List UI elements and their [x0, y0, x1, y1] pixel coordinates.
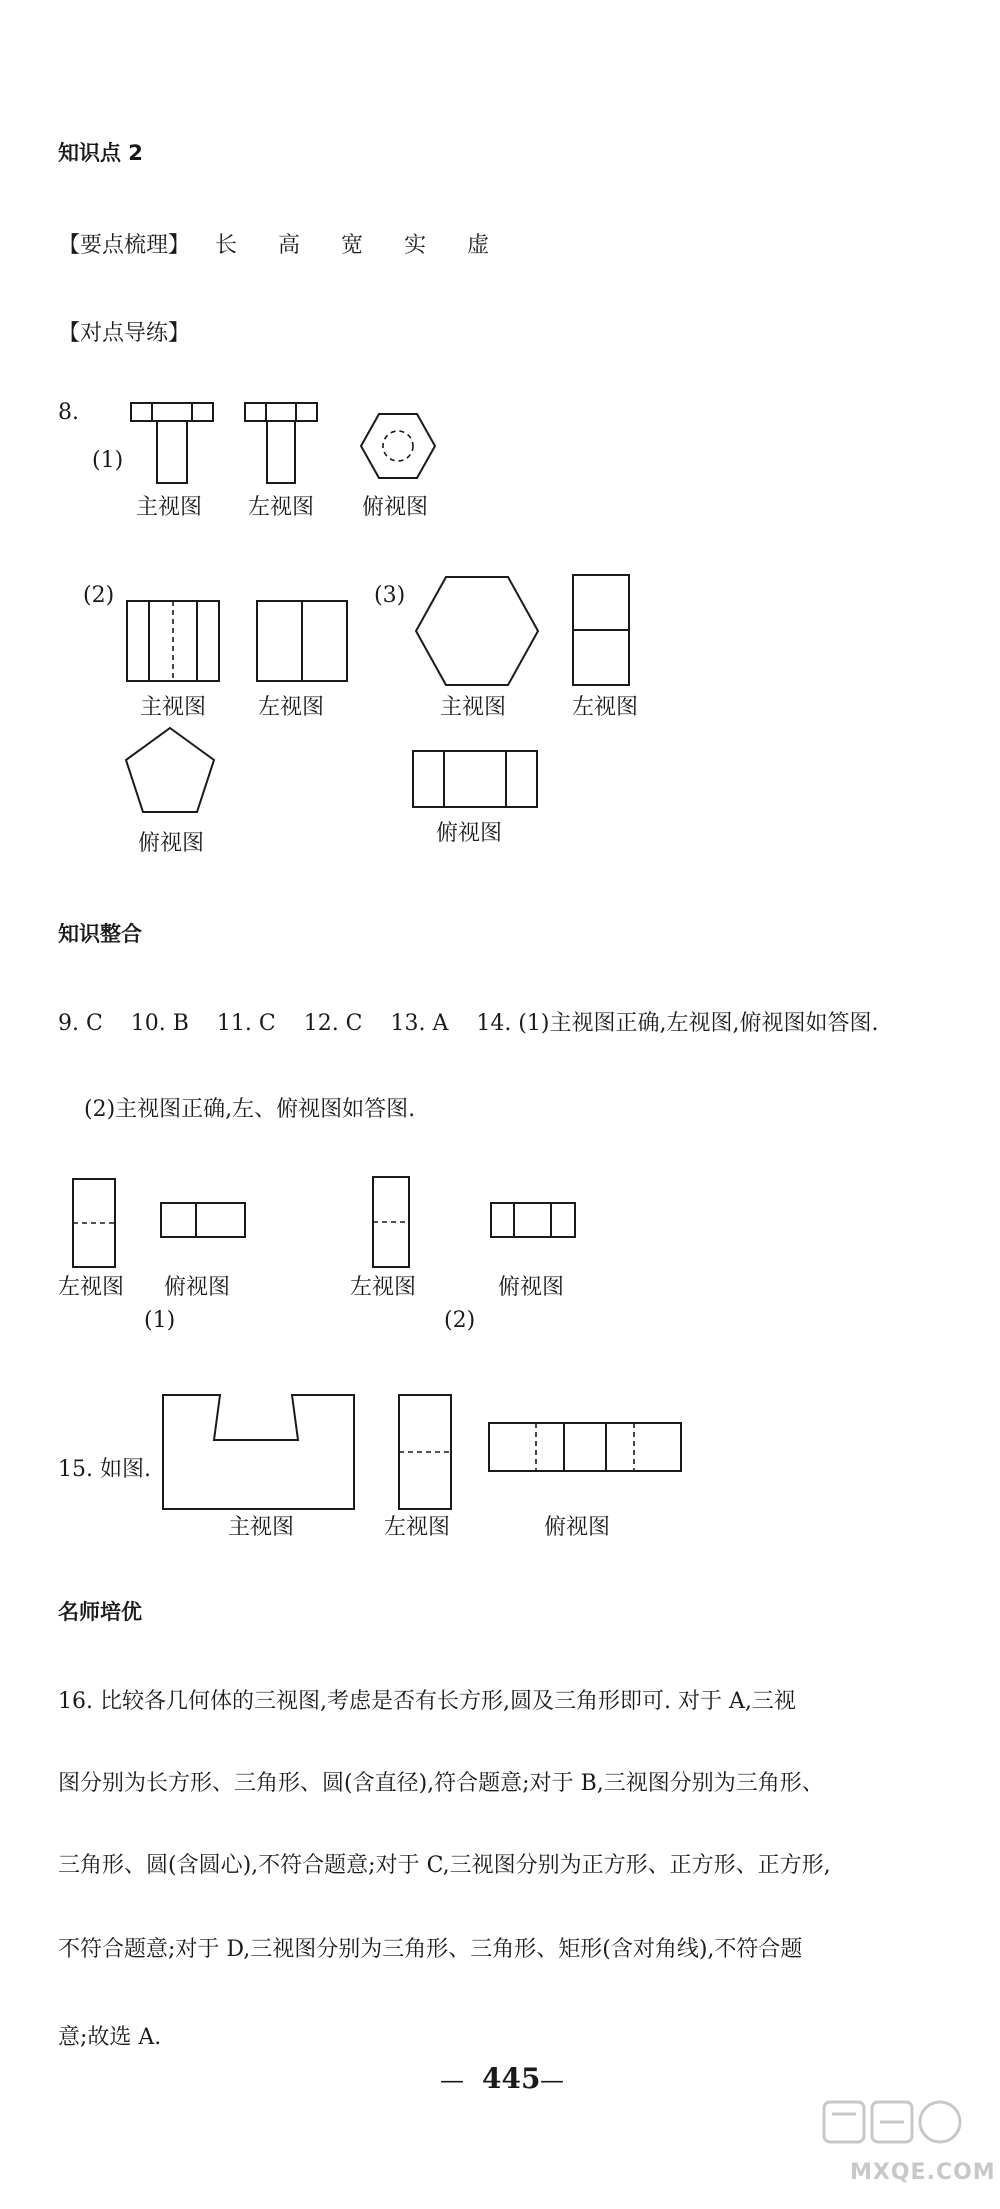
q14-2-top-label: 俯视图: [498, 1275, 565, 1300]
q14-1-left-view-figure: [72, 1178, 116, 1268]
q15-front-view-figure: [162, 1394, 356, 1510]
q15-top-label: 俯视图: [544, 1515, 611, 1540]
q14-1-top-view-figure: [160, 1202, 246, 1238]
q8-3-top-label: 俯视图: [436, 821, 503, 846]
q8-number: 8.: [58, 400, 79, 425]
q8-1-front-label: 主视图: [136, 495, 203, 520]
key-points-line: [58, 228, 523, 259]
watermark-text: MXQE.COM: [850, 2160, 996, 2185]
watermark-logo: [820, 2098, 990, 2168]
q8-3-front-view-figure: [414, 575, 540, 687]
key-term: 虚: [467, 233, 490, 258]
practice-label: 【对点导练】: [58, 321, 191, 346]
q8-part-2: (2): [83, 583, 115, 608]
footer-dash-right: —: [540, 2066, 564, 2094]
q8-part-1: (1): [92, 448, 124, 473]
key-points-label: 【要点梳理】: [58, 233, 191, 258]
page-number: 445: [482, 2062, 541, 2095]
q8-3-front-label: 主视图: [440, 695, 507, 720]
q16-line-4: 不符合题意;对于 D,三视图分别为三角形、三角形、矩形(含对角线),不符合题: [58, 1937, 803, 1962]
key-term: 长: [215, 233, 238, 258]
q8-1-top-label: 俯视图: [362, 495, 429, 520]
q8-2-front-view-figure: [126, 600, 220, 682]
q8-3-left-view-figure: [572, 574, 630, 686]
q16-line-5: 意;故选 A.: [58, 2025, 162, 2050]
q14-1-top-label: 俯视图: [164, 1275, 231, 1300]
key-term: 实: [404, 233, 427, 258]
q14-2-top-view-figure: [490, 1202, 576, 1238]
q14-2-left-label: 左视图: [350, 1275, 417, 1300]
integration-title: 知识整合: [58, 922, 142, 946]
q8-1-front-view-figure: [130, 402, 214, 486]
q14-1-left-label: 左视图: [58, 1275, 125, 1300]
q15-left-view-figure: [398, 1394, 452, 1510]
q8-2-left-label: 左视图: [258, 695, 325, 720]
q8-3-top-view-figure: [412, 750, 538, 808]
q14-part2-text: (2)主视图正确,左、俯视图如答图.: [84, 1097, 416, 1122]
q8-part-3: (3): [374, 583, 406, 608]
q14-2-left-view-figure: [372, 1176, 410, 1268]
q15-text: 15. 如图.: [58, 1457, 151, 1482]
q8-1-left-view-figure: [244, 402, 318, 486]
q8-2-top-label: 俯视图: [138, 831, 205, 856]
q15-left-label: 左视图: [384, 1515, 451, 1540]
q15-front-label: 主视图: [228, 1515, 295, 1540]
q8-2-left-view-figure: [256, 600, 348, 682]
q8-1-top-view-figure: [360, 412, 436, 480]
q14-2-caption: (2): [444, 1308, 476, 1333]
section-title: 知识点 2: [58, 141, 143, 165]
q16-line-2: 图分别为长方形、三角形、圆(含直径),符合题意;对于 B,三视图分别为三角形、: [58, 1771, 824, 1796]
q8-3-left-label: 左视图: [572, 695, 639, 720]
key-term: 宽: [341, 233, 364, 258]
q8-1-left-label: 左视图: [248, 495, 315, 520]
q14-1-caption: (1): [144, 1308, 176, 1333]
answers-line: 9. C 10. B 11. C 12. C 13. A 14. (1)主视图正确,左视图,俯视图如答图.: [58, 1011, 879, 1036]
master-title: 名师培优: [58, 1600, 142, 1624]
q16-line-1: 16. 比较各几何体的三视图,考虑是否有长方形,圆及三角形即可. 对于 A,三视: [58, 1689, 796, 1714]
footer-dash-left: —: [440, 2066, 464, 2094]
q15-top-view-figure: [488, 1422, 682, 1472]
q8-2-top-view-figure: [124, 726, 216, 818]
q16-line-3: 三角形、圆(含圆心),不符合题意;对于 C,三视图分别为正方形、正方形、正方形,: [58, 1853, 831, 1878]
q8-2-front-label: 主视图: [140, 695, 207, 720]
key-term: 高: [278, 233, 301, 258]
